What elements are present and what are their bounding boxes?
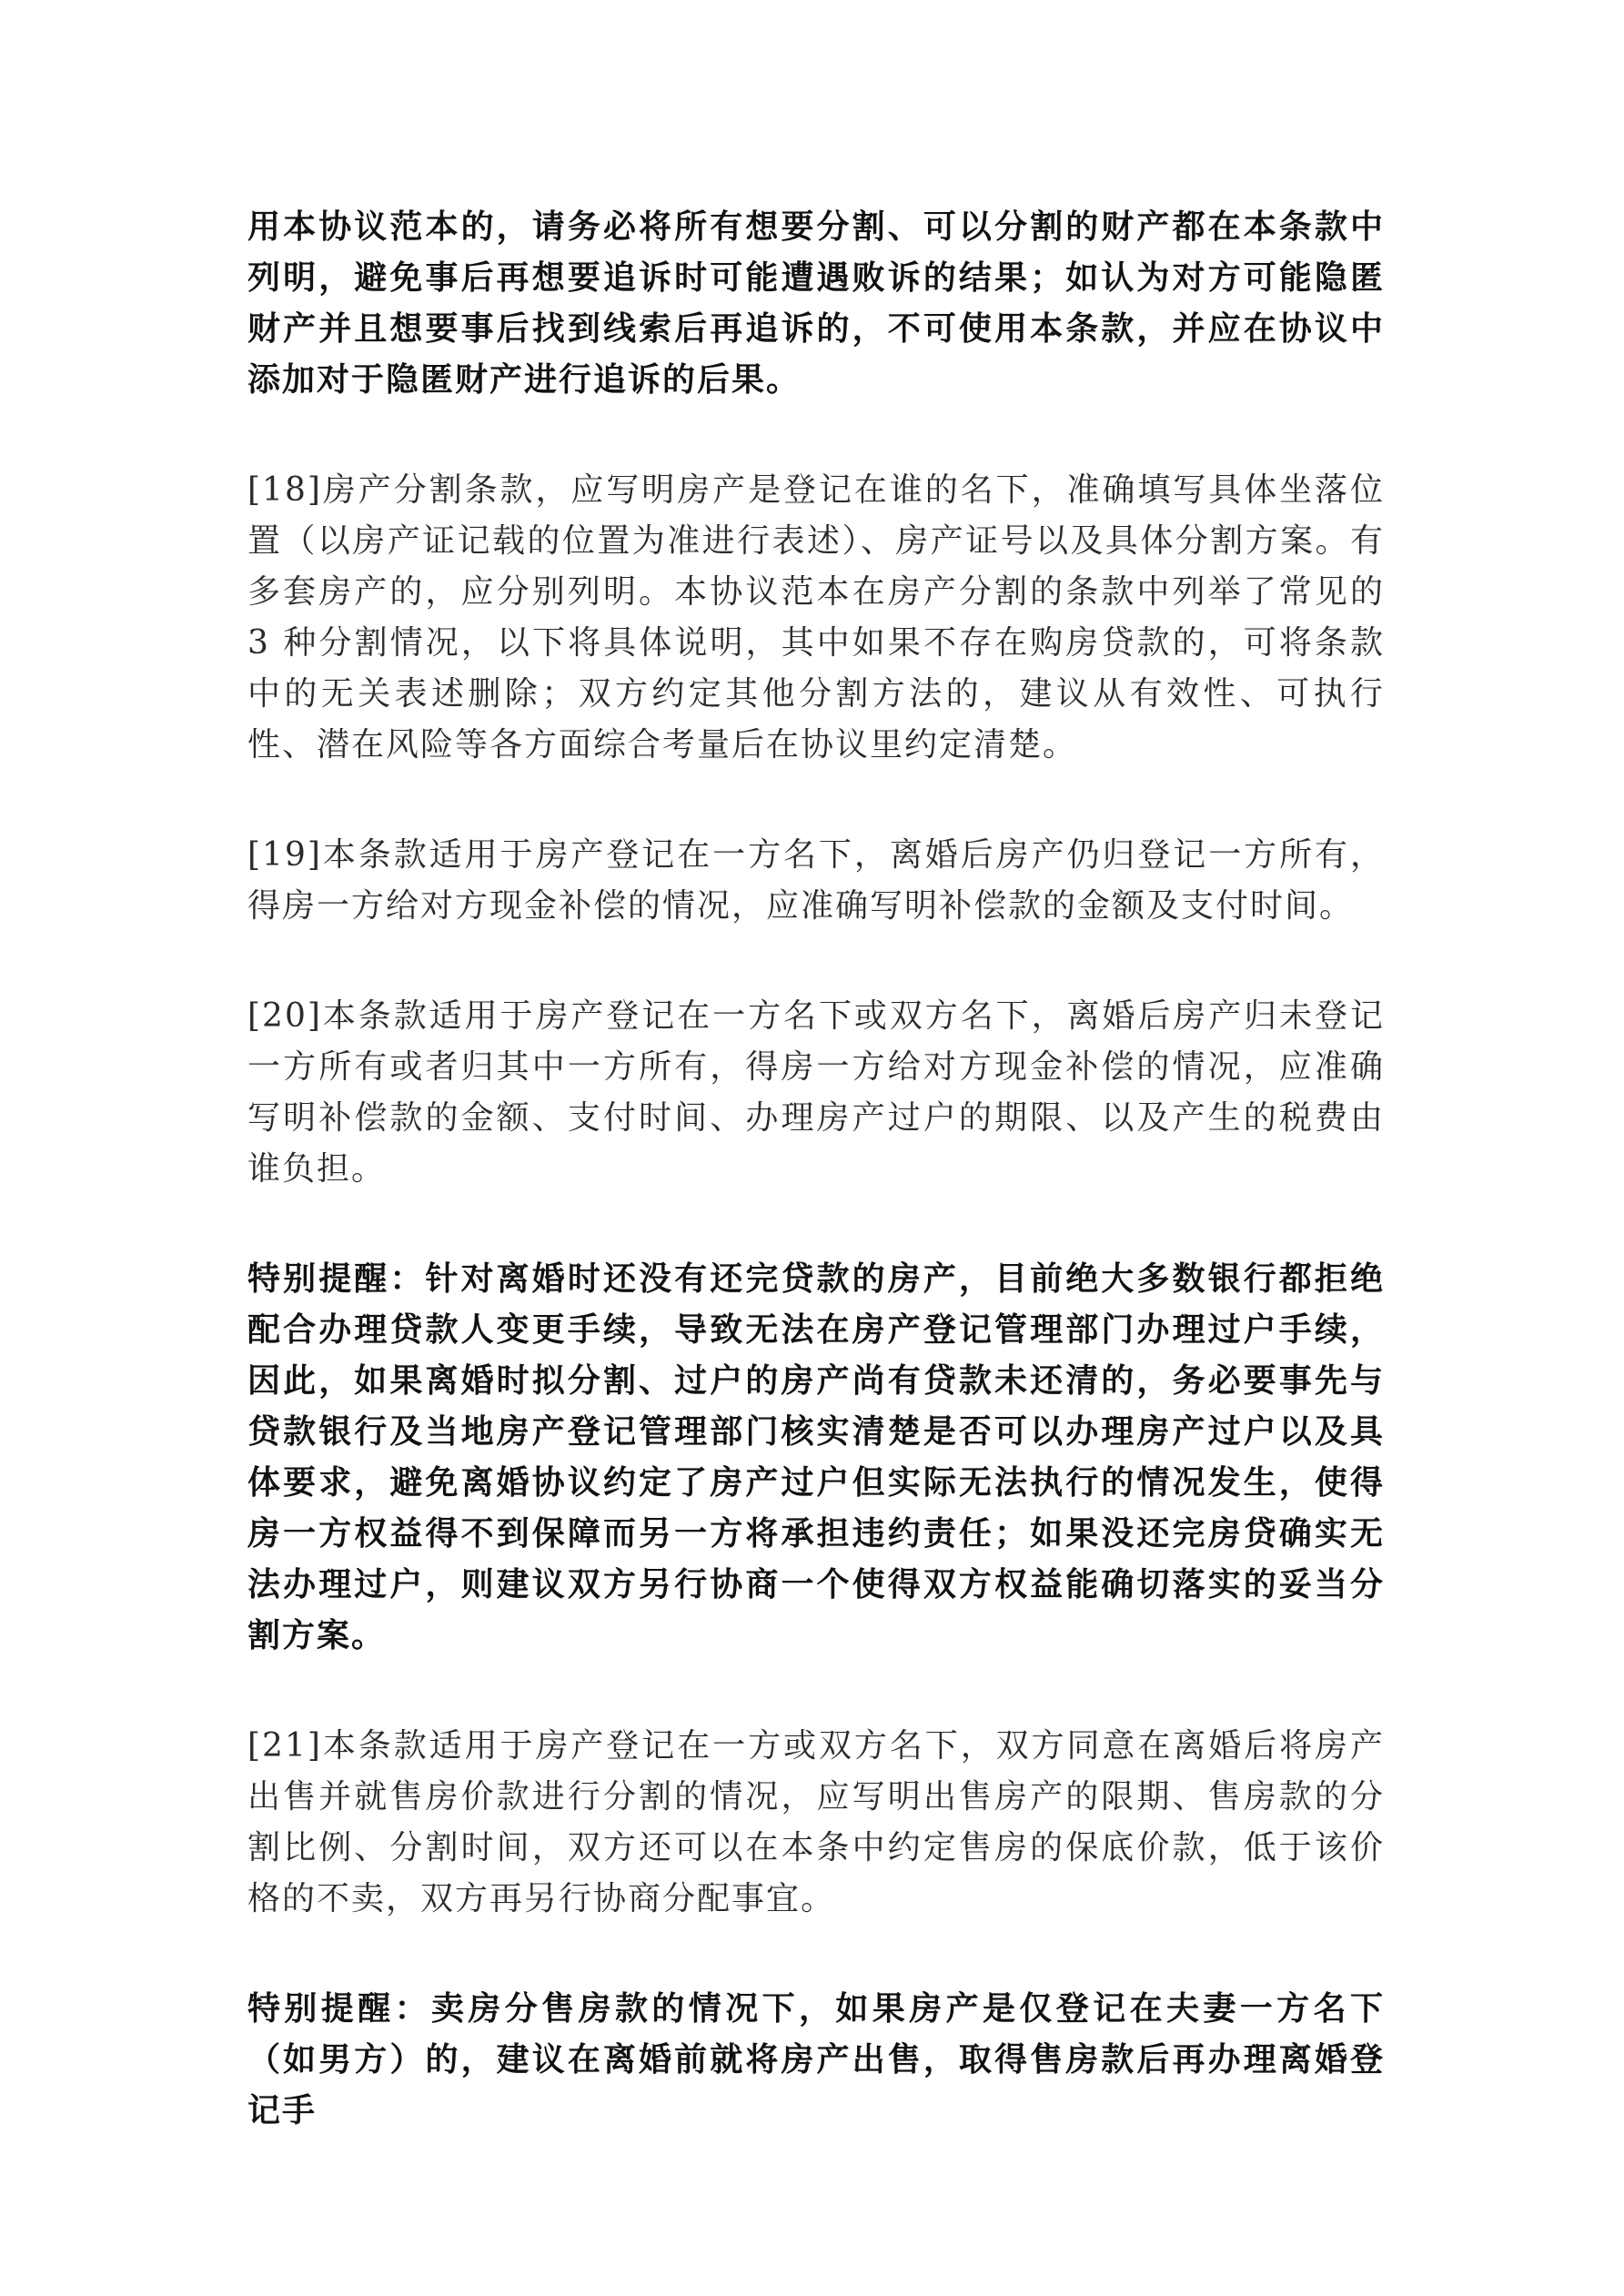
paragraph-note-19: [19]本条款适用于房产登记在一方名下，离婚后房产仍归登记一方所有，得房一方给对方现金补偿的情况，应准确写明补偿款的金额及支付时间。 — [247, 836, 1385, 925]
document-body — [247, 202, 1385, 2196]
paragraph-note-18: [18]房产分割条款，应写明房产是登记在谁的名下，准确填写具体坐落位置（以房产证记载的位置为准进行表述）、房产证号以及具体分割方案。有多套房产的，应分别列明。本协议范本在房产分割的条款中列举了常见的 3 种分割情况，以下将具体说明，其中如果不存在购房贷款的，可将条款中的无关表述删除；双方约定其他分割方法的，建议从有效性、可执行性、潜在风险等各方面综合考量后在协议里约定清楚。 — [247, 471, 1385, 764]
paragraph-hidden-assets-note: 用本协议范本的，请务必将所有想要分割、可以分割的财产都在本条款中列明，避免事后再想要追诉时可能遭遇败诉的结果；如认为对方可能隐匿财产并且想要事后找到线索后再追诉的，不可使用本条款，并应在协议中添加对于隐匿财产进行追诉的后果。 — [247, 208, 1385, 399]
paragraph-note-20: [20]本条款适用于房产登记在一方名下或双方名下，离婚后房产归未登记一方所有或者归其中一方所有，得房一方给对方现金补偿的情况，应准确写明补偿款的金额、支付时间、办理房产过户的期限、以及产生的税费由谁负担。 — [247, 997, 1385, 1188]
paragraph-note-21: [21]本条款适用于房产登记在一方或双方名下，双方同意在离婚后将房产出售并就售房价款进行分割的情况，应写明出售房产的限期、售房款的分割比例、分割时间，双方还可以在本条中约定售房的保底价款，低于该价格的不卖，双方再另行协商分配事宜。 — [247, 1727, 1385, 1917]
paragraph-special-reminder-sale: 特别提醒：卖房分售房款的情况下，如果房产是仅登记在夫妻一方名下（如男方）的，建议在离婚前就将房产出售，取得售房款后再办理离婚登记手 — [247, 1990, 1385, 2129]
paragraph-special-reminder-loan: 特别提醒：针对离婚时还没有还完贷款的房产，目前绝大多数银行都拒绝配合办理贷款人变更手续，导致无法在房产登记管理部门办理过户手续，因此，如果离婚时拟分割、过户的房产尚有贷款未还清的，务必要事先与贷款银行及当地房产登记管理部门核实清楚是否可以办理房产过户以及具体要求，避免离婚协议约定了房产过户但实际无法执行的情况发生，使得房一方权益得不到保障而另一方将承担违约责任；如果没还完房贷确实无法办理过户，则建议双方另行协商一个使得双方权益能确切落实的妥当分割方案。 — [247, 1260, 1385, 1654]
